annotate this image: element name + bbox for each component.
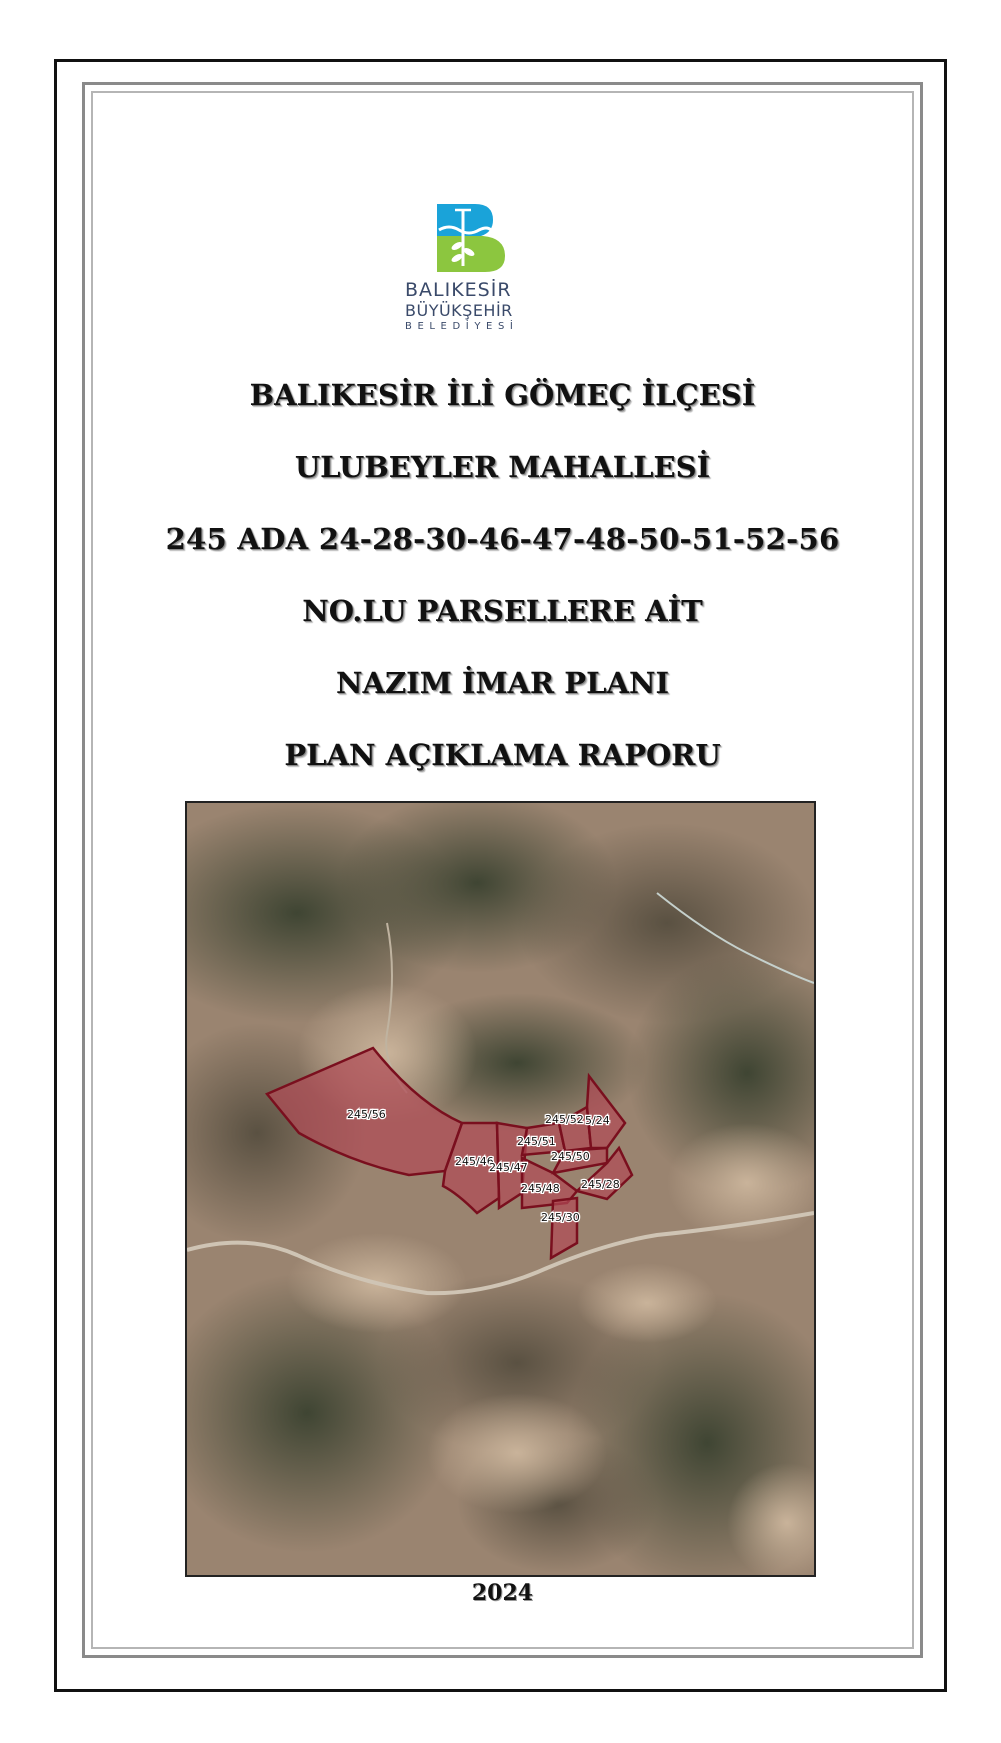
- logo-line-2: BÜYÜKŞEHİR: [405, 301, 513, 320]
- parcel-label-47: 245/47: [489, 1161, 528, 1174]
- title-plan-type: NAZIM İMAR PLANI: [335, 666, 670, 700]
- parcel-label-50: 245/50: [551, 1150, 590, 1163]
- report-year: 2024: [471, 1580, 534, 1606]
- logo-line-1: BALIKESİR: [405, 279, 512, 301]
- parcel-label-28: 245/28: [581, 1178, 620, 1191]
- logo-line-3: BELEDİYESİ: [405, 321, 519, 332]
- parcel-label-56: 245/56: [347, 1108, 386, 1121]
- title-report: PLAN AÇIKLAMA RAPORU: [284, 738, 721, 772]
- parcel-label-48: 245/48: [521, 1182, 560, 1195]
- title-parcels: 245 ADA 24-28-30-46-47-48-50-51-52-56: [165, 522, 840, 556]
- satellite-map: [185, 801, 816, 1577]
- map-canvas: [187, 803, 814, 1575]
- parcel-label-46: 245/46: [455, 1155, 494, 1168]
- title-neighborhood: ULUBEYLER MAHALLESİ: [294, 450, 711, 484]
- parcel-label-24: 5/24: [585, 1114, 610, 1127]
- parcel-label-30: 245/30: [541, 1211, 580, 1224]
- parcel-label-52: 245/52: [545, 1113, 584, 1126]
- title-province: BALIKESİR İLİ GÖMEÇ İLÇESİ: [249, 378, 756, 412]
- title-parcels-suffix: NO.LU PARSELLERE AİT: [302, 594, 703, 628]
- parcel-label-51: 245/51: [517, 1135, 556, 1148]
